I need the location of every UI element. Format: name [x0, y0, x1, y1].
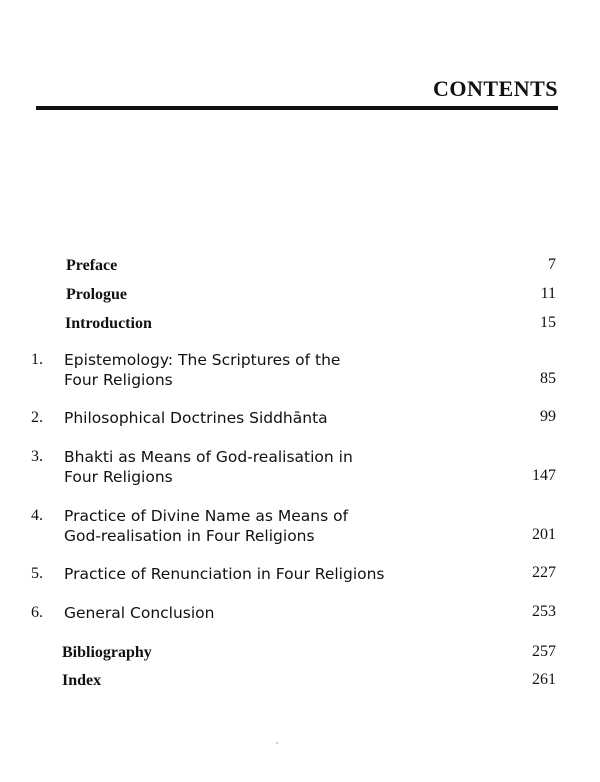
chapter-number: 3.: [31, 448, 43, 465]
toc-entry-page: 253: [532, 603, 556, 620]
page-title: CONTENTS: [432, 76, 558, 101]
toc-entry-page: 11: [540, 285, 556, 302]
chapter-title-line-1: Epistemology: The Scriptures of the: [64, 351, 341, 369]
toc-entry-title: Preface: [66, 257, 118, 274]
toc-entry-page: 15: [540, 314, 556, 331]
chapter-title-line-2: Four Religions: [64, 371, 173, 389]
page-speck: [276, 742, 278, 744]
chapter-number: 2.: [31, 409, 43, 426]
chapter-title-line-1: Philosophical Doctrines Siddhānta: [64, 409, 328, 427]
toc-entry-page: 99: [540, 408, 556, 425]
chapter-title-line-1: General Conclusion: [64, 604, 215, 622]
chapter-number: 4.: [31, 507, 43, 524]
toc-entry-title: Index: [62, 672, 102, 689]
chapter-number: 5.: [31, 565, 43, 582]
chapter-number: 1.: [31, 351, 43, 368]
toc-entry-title: Bibliography: [62, 644, 152, 661]
toc-entry-title: Prologue: [66, 286, 128, 303]
toc-entry-page: 201: [532, 526, 556, 543]
toc-entry-title: Introduction: [65, 315, 152, 332]
chapter-title-line-2: God-realisation in Four Religions: [64, 527, 315, 545]
toc-entry-page: 227: [532, 564, 556, 581]
toc-entry-page: 261: [532, 671, 556, 688]
chapter-title-line-1: Practice of Renunciation in Four Religions: [64, 565, 385, 583]
toc-entry-page: 7: [548, 256, 556, 273]
chapter-title-line-1: Practice of Divine Name as Means of: [64, 507, 349, 525]
toc-entry-page: 257: [532, 643, 556, 660]
chapter-title-line-1: Bhakti as Means of God-realisation in: [64, 448, 353, 466]
toc-entry-page: 85: [540, 370, 556, 387]
chapter-title-line-2: Four Religions: [64, 468, 173, 486]
chapter-number: 6.: [31, 604, 43, 621]
toc-entry-page: 147: [532, 467, 556, 484]
